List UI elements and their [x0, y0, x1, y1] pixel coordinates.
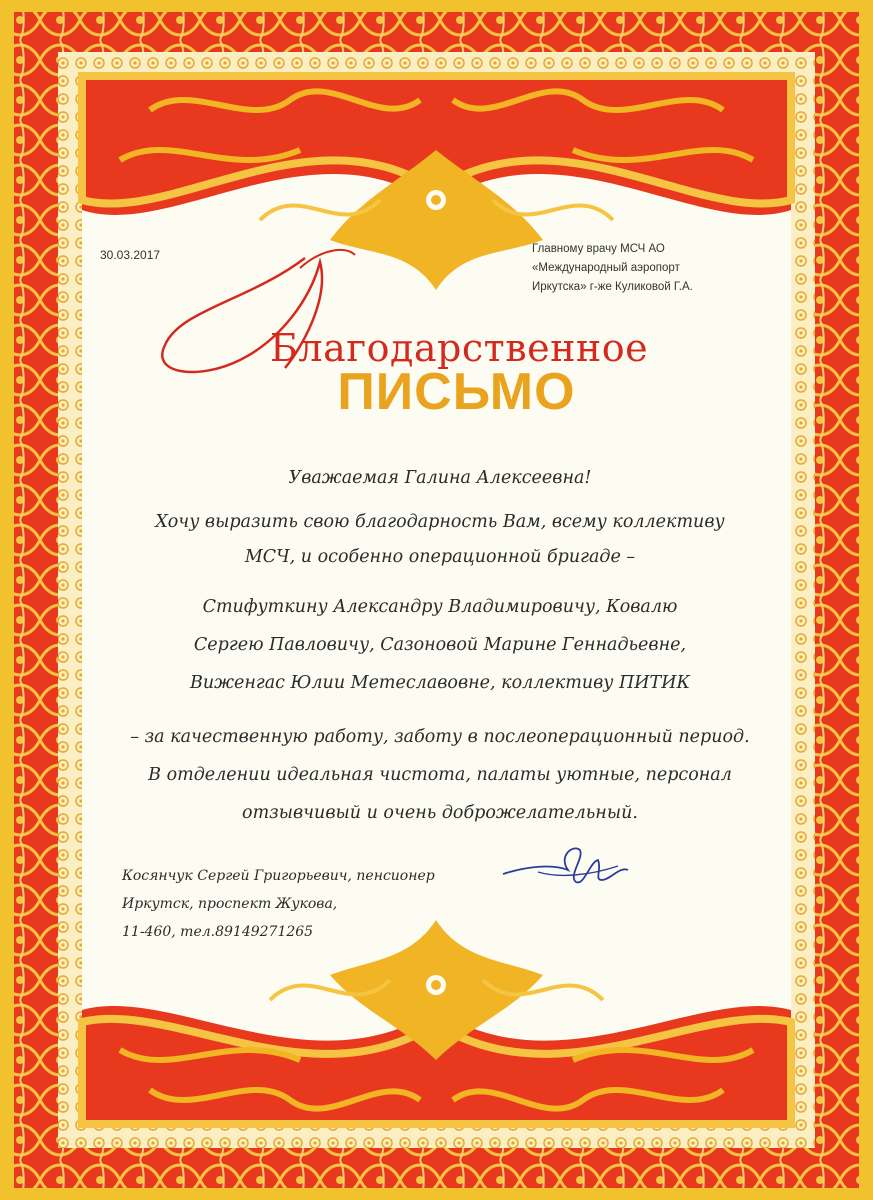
letter-date: 30.03.2017: [100, 248, 161, 262]
paragraph-line: Стифуткину Александру Владимировичу, Ковалю: [202, 597, 678, 617]
recipient-line: Главному врачу МСЧ АО: [532, 243, 665, 255]
paragraph-line: Сергею Павловичу, Сазоновой Марине Геннадьевне,: [193, 635, 687, 655]
paragraph-line: – за качественную работу, заботу в послеоперационный период.: [130, 727, 750, 747]
title-line-1: Благодарственное: [270, 326, 649, 370]
greeting: Уважаемая Галина Алексеевна!: [288, 468, 592, 488]
paragraph-gratitude: [110, 505, 770, 575]
paragraph-names: [110, 588, 770, 702]
paragraph-line: отзывчивый и очень доброжелательный.: [242, 803, 638, 823]
recipient-line: Иркутска» г-же Куликовой Г.А.: [532, 281, 693, 293]
paragraph-line: Виженгас Юлии Метеславовне, коллективу ПИТИК: [189, 673, 691, 693]
paragraph-reason: [110, 718, 770, 832]
sender-line: Косянчук Сергей Григорьевич, пенсионер: [122, 868, 435, 884]
recipient-line: «Международный аэропорт: [532, 262, 680, 274]
paragraph-line: В отделении идеальная чистота, палаты уютные, персонал: [148, 765, 732, 785]
handwritten-signature: [498, 836, 638, 896]
recipient-block: [532, 240, 772, 297]
paragraph-line: МСЧ, и особенно операционной бригаде –: [244, 547, 636, 567]
title-line-2: ПИСЬМО: [337, 363, 576, 421]
sender-line: Иркутск, проспект Жукова,: [122, 896, 338, 912]
paragraph-line: Хочу выразить свою благодарность Вам, всему коллективу: [155, 512, 725, 532]
sender-line: 11-460, тел.89149271265: [122, 924, 314, 940]
sender-block: [122, 862, 482, 946]
